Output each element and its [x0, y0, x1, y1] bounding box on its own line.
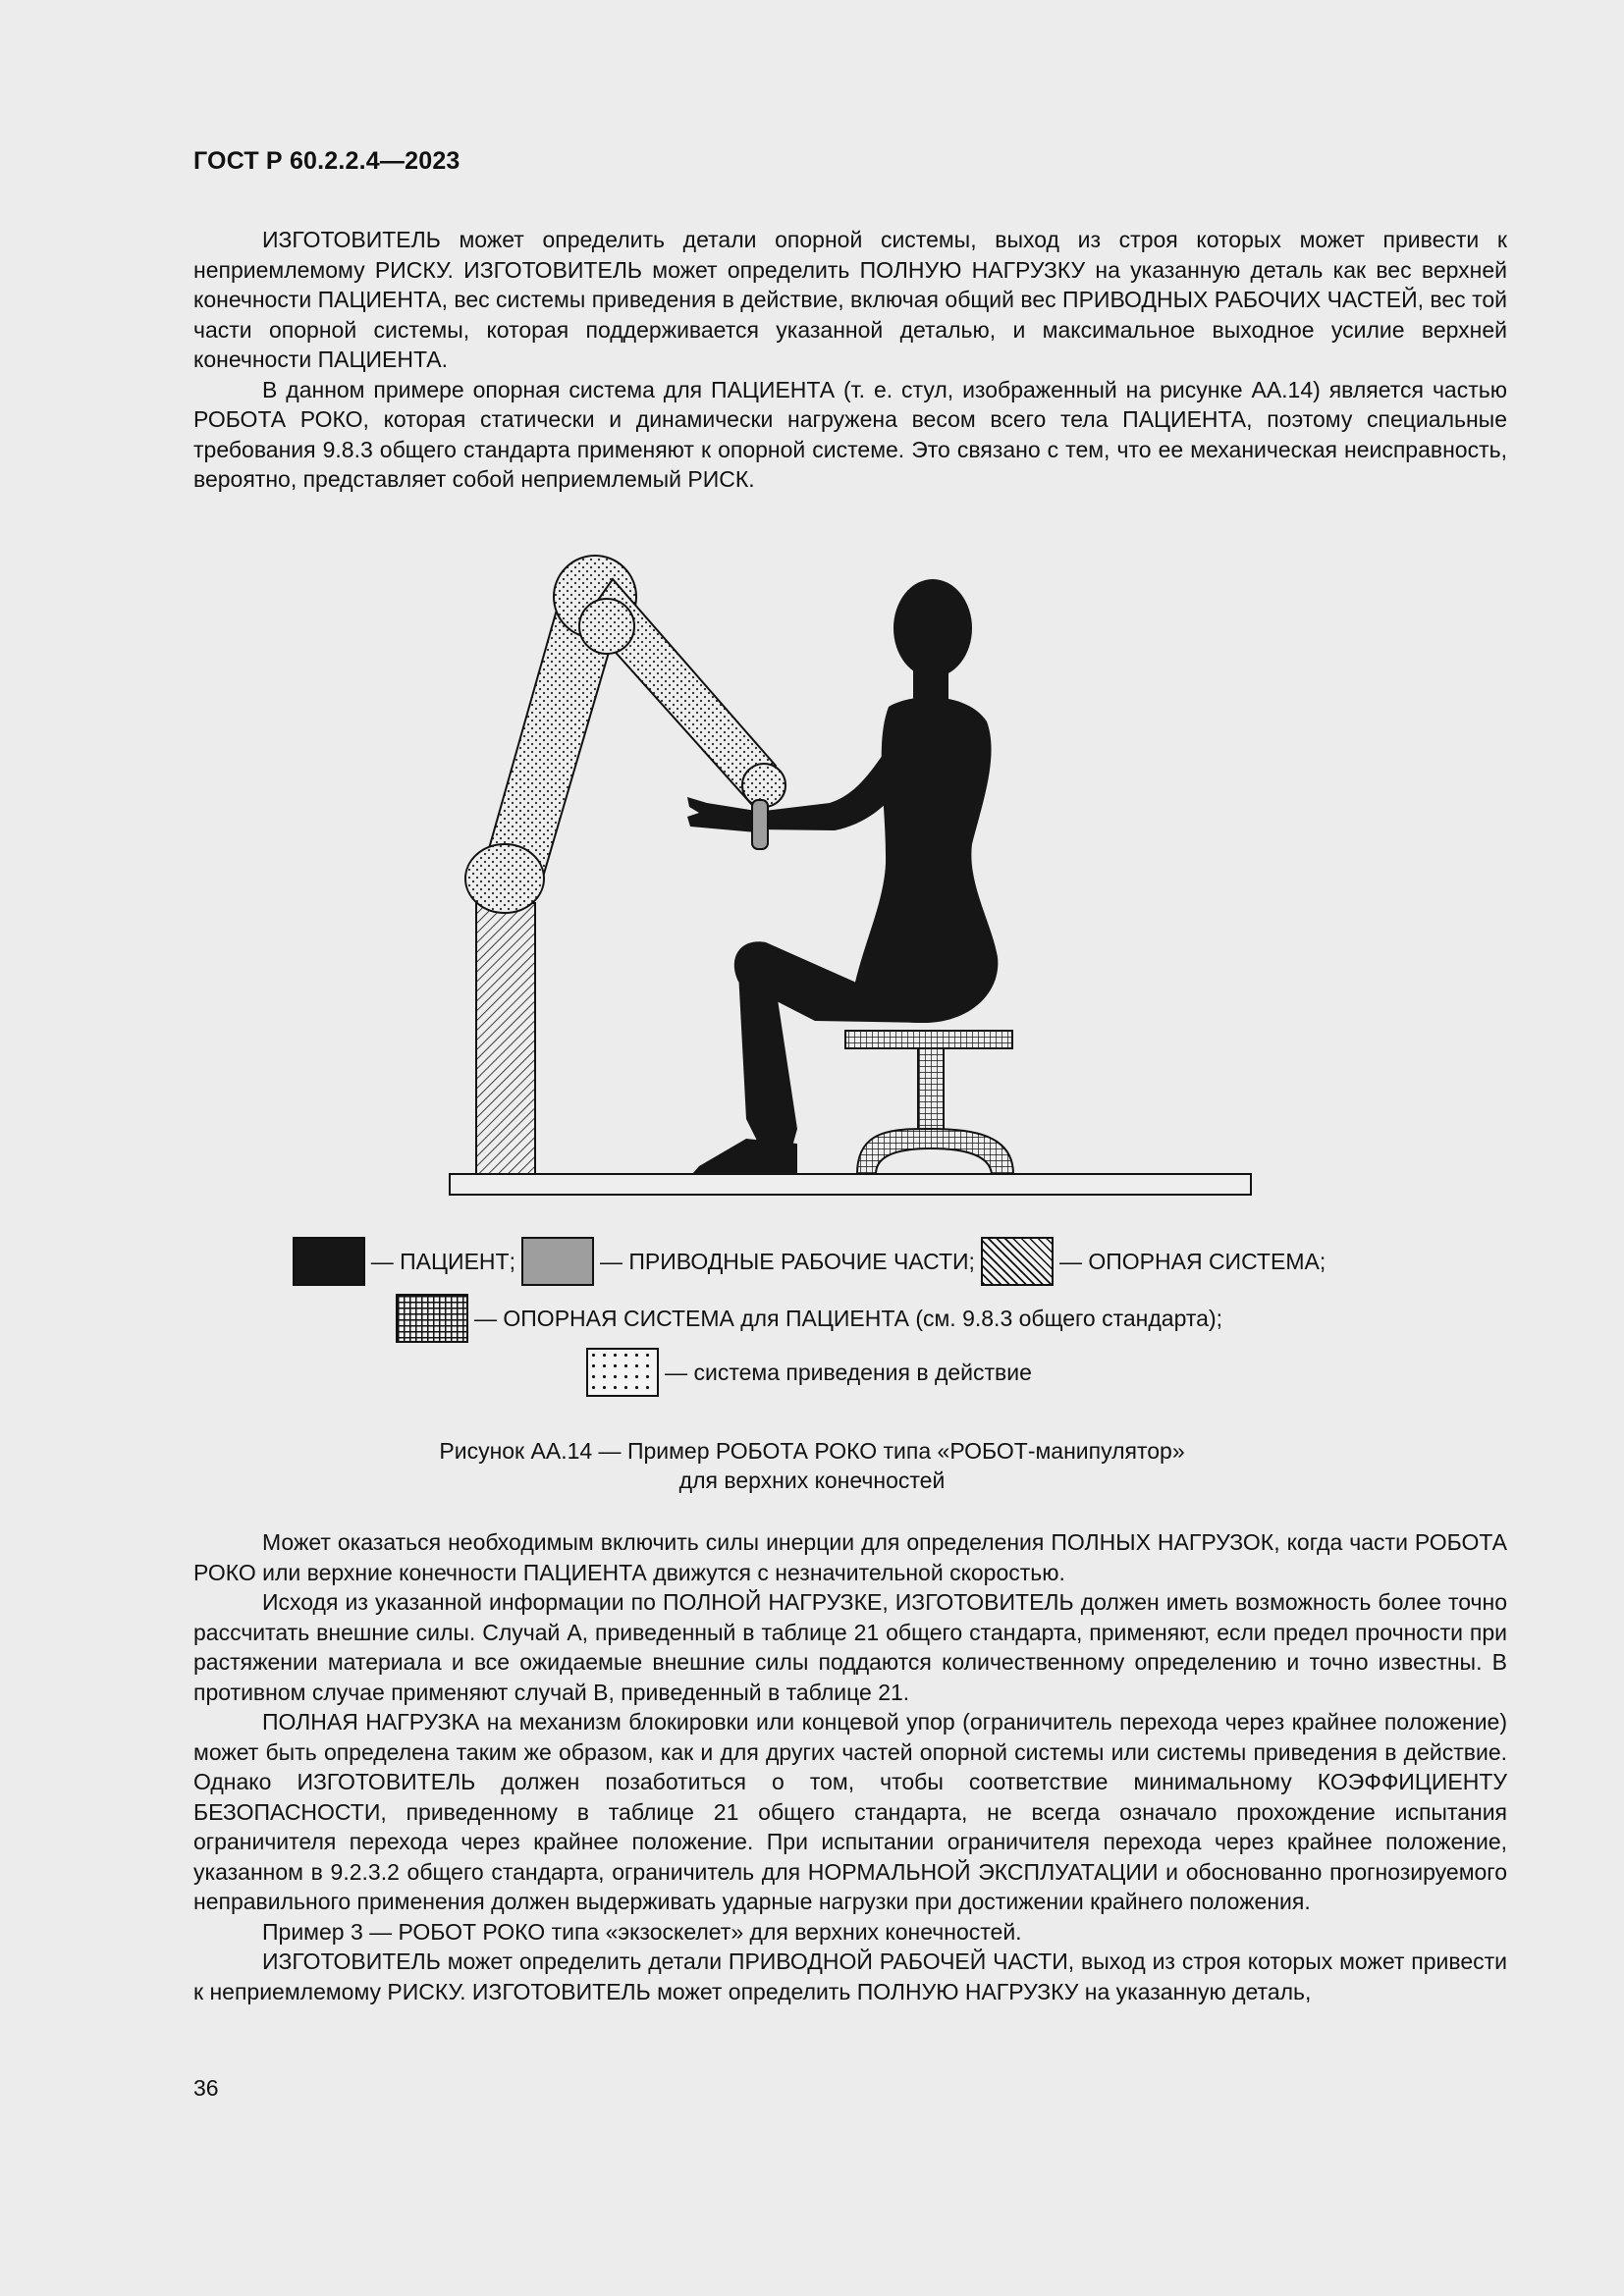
arm-cuff — [752, 800, 768, 849]
chair-base — [857, 1129, 1013, 1174]
support-system-swatch — [981, 1237, 1054, 1286]
paragraph: ПОЛНАЯ НАГРУЗКА на механизм блокировки или концевой упор (ограничитель перехода через крайнее положение) может быть определена таким же образом, как и для других частей опорной системы или системы приведения в действие. Однако ИЗГОТОВИТЕЛЬ должен позаботиться о том, чтобы соответствие минимальному КОЭФФИЦИЕНТУ БЕЗОПАСНОСТИ, приведенному в таблице 21 общего стандарта, не всегда означало прохождение испытания ограничителя перехода через крайнее положение. При испытании ограничителя перехода через крайнее положение, указанном в 9.2.3.2 общего стандарта, ограничитель для НОРМАЛЬНОЙ ЭКСПЛУАТАЦИИ и обоснованно прогнозируемого неправильного применения должен выдерживать ударные нагрузки при достижении крайнего положения. — [193, 1709, 1507, 1914]
legend-drive-parts-label: — ПРИВОДНЫЕ РАБОЧИЕ ЧАСТИ; — [599, 1248, 975, 1274]
legend-patient-support-label: — ОПОРНАЯ СИСТЕМА для ПАЦИЕНТА (см. 9.8.3 общего стандарта); — [474, 1305, 1222, 1331]
patient-swatch — [293, 1237, 365, 1286]
paragraph: ИЗГОТОВИТЕЛЬ может определить детали ПРИВОДНОЙ РАБОЧЕЙ ЧАСТИ, выход из строя которых может привести к неприемлемому РИСКУ. ИЗГОТОВИТЕЛЬ может определить ПОЛНУЮ НАГРУЗКУ на указанную деталь, — [193, 1949, 1507, 2004]
paragraph: Исходя из указанной информации по ПОЛНОЙ НАГРУЗКЕ, ИЗГОТОВИТЕЛЬ должен иметь возможность более точно рассчитать внешние силы. Случай А, приведенный в таблице 21 общего стандарта, применяют, если предел прочности при растяжении материала и все ожидаемые внешние силы поддаются количественному определению и точно известны. В противном случае применяют случай В, приведенный в таблице 21. — [193, 1589, 1507, 1705]
floor-plate — [450, 1174, 1251, 1195]
paragraph: Пример 3 — РОБОТ РОКО типа «экзоскелет» для верхних конечностей. — [262, 1918, 1022, 1945]
legend-row-2 — [0, 1294, 1624, 1343]
legend-patient-label: — ПАЦИЕНТ; — [370, 1248, 515, 1274]
chair-post — [918, 1048, 944, 1137]
paragraph: В данном примере опорная система для ПАЦИЕНТА (т. е. стул, изображенный на рисунке АА.14) является частью РОБОТА РОКО, которая статически и динамически нагружена весом всего тела ПАЦИЕНТА, поэтому специальные требования 9.8.3 общего стандарта применяют к опорной системе. Это связано с тем, что ее механическая неисправность, вероятно, представляет собой неприемлемый РИСК. — [193, 376, 1507, 492]
actuation-system-swatch — [586, 1348, 659, 1397]
legend-support-system-label: — ОПОРНАЯ СИСТЕМА; — [1058, 1248, 1326, 1274]
caption-line-1: Рисунок АА.14 — Пример РОБОТА РОКО типа «РОБОТ-манипулятор» — [439, 1438, 1185, 1464]
paragraph: Может оказаться необходимым включить силы инерции для определения ПОЛНЫХ НАГРУЗОК, когда части РОБОТА РОКО или верхние конечности ПАЦИЕНТА движутся с незначительной скоростью. — [193, 1529, 1507, 1585]
elbow-inner-joint — [579, 599, 634, 654]
legend-actuation-system-label: — система приведения в действие — [665, 1359, 1032, 1385]
figure-caption — [0, 1436, 1624, 1495]
legend-row-1 — [0, 1237, 1624, 1286]
intro-text — [193, 225, 1507, 495]
drive-parts-swatch — [521, 1237, 594, 1286]
page-number: 36 — [193, 2075, 219, 2101]
document-header: ГОСТ Р 60.2.2.4—2023 — [193, 147, 460, 175]
shoulder-joint — [465, 844, 544, 913]
patient-silhouette — [687, 579, 998, 1174]
chair-seat — [845, 1031, 1012, 1048]
body-text — [193, 1527, 1507, 2006]
robot-figure — [432, 545, 1267, 1212]
support-column — [476, 903, 535, 1174]
legend-row-3 — [0, 1348, 1624, 1397]
paragraph: ИЗГОТОВИТЕЛЬ может определить детали опорной системы, выход из строя которых может привести к неприемлемому РИСКУ. ИЗГОТОВИТЕЛЬ может определить ПОЛНУЮ НАГРУЗКУ на указанную деталь как вес верхней конечности ПАЦИЕНТА, вес системы приведения в действие, включая общий вес ПРИВОДНЫХ РАБОЧИХ ЧАСТЕЙ, вес той части опорной системы, которая поддерживается указанной деталью, и максимальное выходное усилие верхней конечности ПАЦИЕНТА. — [193, 227, 1507, 372]
caption-line-2: для верхних конечностей — [678, 1468, 946, 1493]
patient-support-swatch — [396, 1294, 468, 1343]
